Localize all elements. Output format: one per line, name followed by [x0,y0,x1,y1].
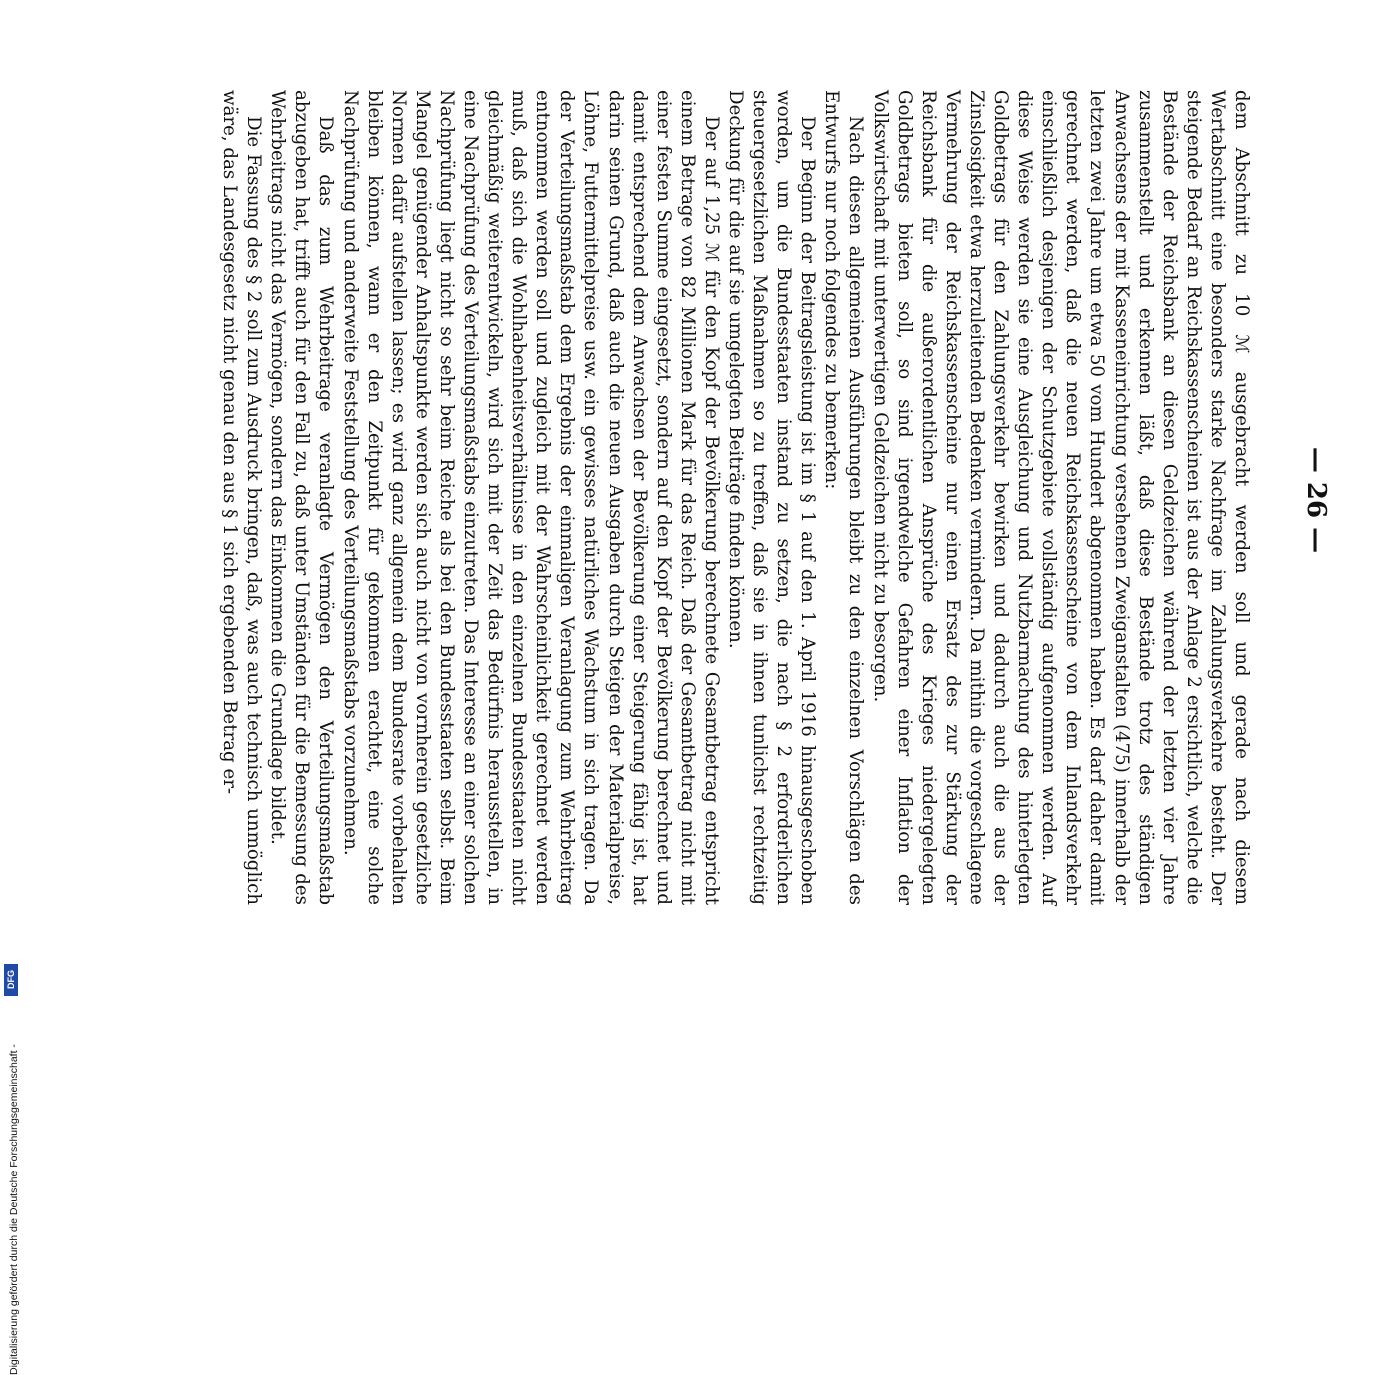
body-text [217,90,1253,905]
digitization-credit: Digitalisierung gefördert durch die Deutsche Forschungsgemeinschaft - [8,1044,20,1375]
paragraph-6: Die Fassung des § 2 soll zum Ausdruck bringen, daß, was auch technisch unmöglich wäre, das Landesgesetz nicht genau den aus § 1 sich ergebenden Betrag er- [219,90,265,905]
paragraph-4: Der auf 1,25 ℳ für den Kopf der Bevölkerung berechnete Gesamtbetrag entspricht einem Betrage von 82 Millionen Mark für das Reich. Daß der Gesamtbetrag nicht mit einer festen Summe eingesetzt, sondern auf den Kopf der Bevölkerung berechnet und damit entsprechend dem Anwachsen der Bevölkerung einer Steigerung fähig ist, hat darin seinen Grund, daß auch die neuen Ausgaben durch Steigen der Materialpreise, Löhne, Futtermittelpreise usw. ein gewisses natürliches Wachstum in sich tragen. Da der Verteilungsmaßstab dem Ergebnis der einmaligen Veranlagung zum Wehrbeitrag entnommen werden soll und zugleich mit der Wahrscheinlichkeit gerechnet werden muß, daß sich die Wohlhabenheitsverhältnisse in den einzelnen Bundesstaaten nicht gleichmäßig weiterentwickeln, wird sich mit der Zeit das Bedürfnis herausstellen, in eine Nachprüfung des Verteilungsmaßstabs einzutreten. Das Interesse an einer solchen Nachprüfung liegt nicht so sehr beim Reiche als bei den Bundesstaaten selbst. Beim Mangel genügender Anhaltspunkte werden sich auch nicht von vornherein gesetzliche Normen dafür aufstellen lassen; es wird ganz allgemein dem Bundesrate vorbehalten bleiben können, wann er den Zeitpunkt für gekommen erachtet, eine solche Nachprüfung und anderweite Feststellung des Verteilungsmaßstabs vorzunehmen. [339,90,722,905]
paragraph-2: Nach diesen allgemeinen Ausführungen bleibt zu den einzelnen Vorschlägen des Entwurfs nur noch folgendes zu bemerken: [821,90,867,905]
paragraph-1: dem Abschnitt zu 10 ℳ ausgebracht werden soll und gerade nach diesem Wertabschnitt eine besonders starke Nachfrage im Zahlungsverkehre besteht. Der steigende Bedarf an Reichskassenscheinen ist aus der Anlage 2 ersichtlich, welche die Bestände der Reichsbank an diesen Geldzeichen während der letzten vier Jahre zusammenstellt und erkennen läßt, daß diese Bestände trotz des ständigen Anwachsens der mit Kasseneinrichtung versehenen Zweiganstalten (475) innerhalb der letzten zwei Jahre um etwa 50 vom Hundert abgenommen haben. Es darf daher damit gerechnet werden, daß die neuen Reichskassenscheine von dem Inlandsverkehr einschließlich desjenigen der Schutzgebiete vollständig aufgenommen werden. Auf diese Weise werden sie eine Ausgleichung und Nutzbarmachung des hinterlegten Goldbetrags für den Zahlungsverkehr bewirken und dadurch auch die aus der Zinslosigkeit etwa herzuleitenden Bedenken vermindern. Da mithin die vorgeschlagene Vermehrung der Reichskassenscheine nur einen Ersatz des zur Stärkung der Reichsbank für die außerordentlichen Ansprüche des Krieges niedergelegten Goldbetrags bieten soll, so sind irgendwelche Gefahren einer Inflation der Volkswirtschaft mit unterwertigen Geldzeichen nicht zu besorgen. [869,90,1252,905]
page-number: — 26 — [1301,446,1331,554]
dfg-logo: DFG [4,964,18,996]
paragraph-3: Der Beginn der Beitragsleistung ist im § 1 auf den 1. April 1916 hinausgeschoben worden, um die Bundesstaaten instand zu setzen, die nach § 2 erforderlichen steuergesetzlichen Maßnahmen so zu treffen, daß sie in ihnen tunlichst rechtzeitig Deckung für die auf sie umgelegten Beiträge finden können. [725,90,819,905]
paragraph-5: Daß das zum Wehrbeitrage veranlagte Vermögen den Verteilungsmaßstab abzugeben hat, trifft auch für den Fall zu, daß unter Umständen für die Bemessung des Wehrbeitrags nicht das Vermögen, sondern das Einkommen die Grundlage bildet. [267,90,337,905]
